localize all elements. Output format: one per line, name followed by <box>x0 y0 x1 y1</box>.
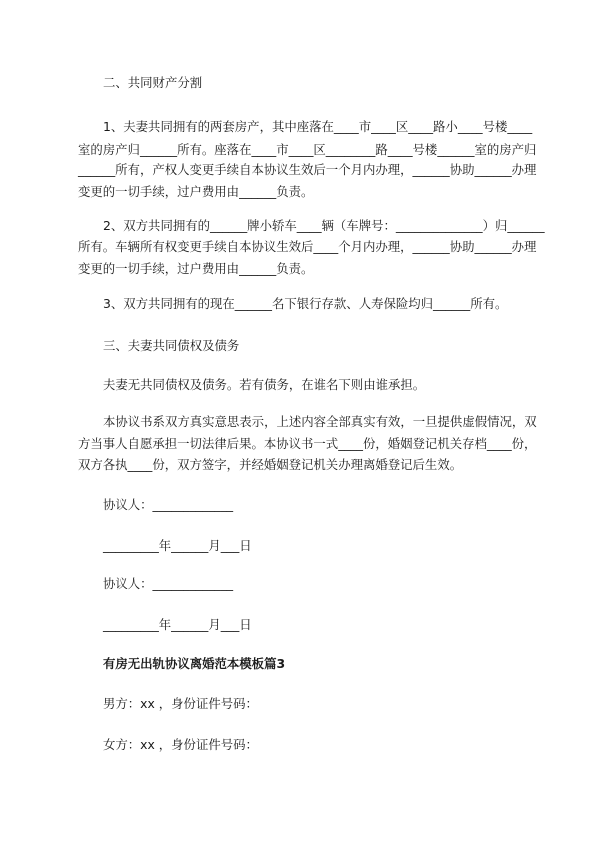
validity-statement-line-2: 方当事人自愿承担一切法律后果。本协议书一式____份，婚姻登记机关存档____份， <box>78 436 537 451</box>
validity-statement-line-3: 双方各执____份，双方签字，并经婚姻登记机关办理离婚登记后生效。 <box>78 457 463 472</box>
car-clause-line-1: 2、双方共同拥有的______牌小轿车____辆（车牌号：______________）归______ <box>103 218 545 233</box>
debt-statement: 夫妻无共同债权及债务。若有债务，在谁名下则由谁承担。 <box>103 377 426 392</box>
signer-line-1: 协议人：_____________ <box>103 497 234 512</box>
section-heading-debts: 三、夫妻共同债权及债务 <box>103 338 240 353</box>
signer-line-2: 协议人：_____________ <box>103 576 234 591</box>
house-clause-line-4: 变更的一切手续，过户费用由______负责。 <box>78 184 314 199</box>
female-party-line: 女方：xx ，身份证件号码： <box>103 737 258 752</box>
house-clause-line-2: 室的房产归______所有。座落在____市____区________路____号楼______室的房产归 <box>78 142 537 157</box>
car-clause-line-3: 变更的一切手续，过户费用由______负责。 <box>78 261 314 276</box>
section-heading-property-division: 二、共同财产分割 <box>103 75 203 90</box>
house-clause-line-3: ______所有，产权人变更手续自本协议生效后一个月内办理，______协助______办理 <box>78 162 537 177</box>
house-clause-line-1: 1、夫妻共同拥有的两套房产，其中座落在____市____区____路小____号楼____ <box>103 119 533 134</box>
validity-statement-line-1: 本协议书系双方真实意思表示，上述内容全部真实有效，一旦提供虚假情况，双 <box>103 414 537 429</box>
male-party-line: 男方：xx ，身份证件号码： <box>103 696 258 711</box>
date-line-1: _________年______月___日 <box>103 538 252 553</box>
date-line-2: _________年______月___日 <box>103 617 252 632</box>
savings-clause: 3、双方共同拥有的现在______名下银行存款、人寿保险均归______所有。 <box>103 296 508 311</box>
template-section-title: 有房无出轨协议离婚范本模板篇3 <box>103 656 286 671</box>
car-clause-line-2: 所有。车辆所有权变更手续自本协议生效后____个月内办理，______协助______办理 <box>78 239 537 254</box>
